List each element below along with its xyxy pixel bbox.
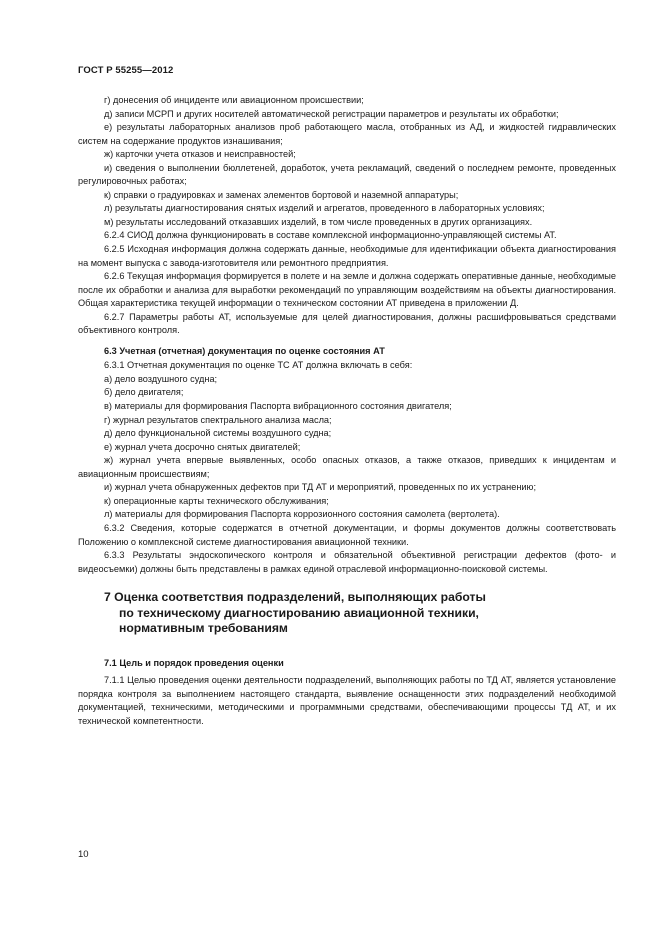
paragraph-7-1-1: 7.1.1 Целью проведения оценки деятельности подразделений, выполняющих работы по ТД АТ, является установление порядка контроля за выполнением настоящего стандарта, выявление оснащенности этих подразделений необходимой документацией, техническими, методическими и программными средствами, обеспечивающими процессы ТД АТ, и их технической компетентности.: [78, 675, 616, 726]
paragraph-6-2-7: 6.2.7 Параметры работы АТ, используемые для целей диагностирования, должны расшифровываться средствами объективного контроля.: [78, 311, 616, 336]
paragraph-6-2-5: 6.2.5 Исходная информация должна содержать данные, необходимые для идентификации объекта диагностирования на момент выпуска с завода-изготовителя или ремонтного предприятия.: [78, 244, 616, 268]
section-heading-7-line: по техническому диагностированию авиационной техники,: [119, 605, 479, 620]
list-item: ж) карточки учета отказов и неисправностей;: [104, 149, 296, 160]
list-item: м) результаты исследований отказавших изделий, в том числе проведенных в других организациях.: [104, 216, 533, 227]
section-heading-7-line: 7 Оценка соответствия подразделений, выполняющих работы: [104, 590, 486, 605]
document-header: ГОСТ Р 55255—2012: [78, 65, 174, 76]
page-number: 10: [78, 849, 89, 860]
documentation-list: [78, 373, 616, 522]
list-item: в) материалы для формирования Паспорта вибрационного состояния двигателя;: [104, 401, 452, 412]
list-item: к) справки о градуировках и заменах элементов бортовой и наземной аппаратуры;: [104, 189, 459, 200]
list-item: л) материалы для формирования Паспорта коррозионного состояния самолета (вертолета).: [104, 509, 500, 520]
list-item: ж) журнал учета впервые выявленных, особо опасных отказов, а также отказов, приведших к инцидентам и авиационным происшествиям;: [78, 455, 616, 479]
section-heading-7-line: нормативным требованиям: [119, 621, 288, 636]
section-heading-7: [104, 590, 616, 637]
list-item: и) журнал учета обнаруженных дефектов при ТД АТ и мероприятий, проведенных по их устранению;: [104, 482, 536, 493]
list-item: е) результаты лабораторных анализов проб работающего масла, отобранных из АД, и жидкостей гидравлических систем на содержание продуктов изнашивания;: [78, 122, 616, 146]
list-item: б) дело двигателя;: [104, 387, 184, 398]
paragraph-6-2-6: 6.2.6 Текущая информация формируется в полете и на земле и должна содержать оперативные данные, необходимые после их обработки и анализа для выработки рекомендаций по управляющим воздействиям на объекты диагностирования. Общая характеристика текущей информации о техническом состоянии АТ приведена в приложении Д.: [78, 271, 616, 309]
list-item: л) результаты диагностирования снятых изделий и агрегатов, проведенного в лабораторных условиях;: [104, 203, 545, 214]
list-item: и) сведения о выполнении бюллетеней, доработок, учета рекламаций, сведений о последнем ремонте, проведенных регулировочных работах;: [78, 162, 616, 187]
list-item: к) операционные карты технического обслуживания;: [104, 495, 329, 506]
list-item: г) донесения об инциденте или авиационном происшествии;: [104, 95, 364, 105]
paragraph-6-3-3: 6.3.3 Результаты эндоскопического контроля и обязательной объективной регистрации дефектов (фото- и видеосъемки) должны быть представлены в рамках единой отраслевой информационно-поисковой системы.: [78, 550, 616, 574]
document-body: [78, 94, 616, 728]
list-item: а) дело воздушного судна;: [104, 373, 218, 384]
list-item: г) журнал результатов спектрального анализа масла;: [104, 414, 332, 425]
section-heading-6-3: 6.3 Учетная (отчетная) документация по оценке состояния АТ: [104, 345, 385, 356]
paragraph-6-3-2: 6.3.2 Сведения, которые содержатся в отчетной документации, и формы документов должны соответствовать Положению о комплексной системе диагностирования авиационной техники.: [78, 522, 616, 547]
list-item: д) записи МСРП и других носителей автоматической регистрации параметров и результаты их обработки;: [104, 108, 559, 119]
paragraph-6-2-4: 6.2.4 СИОД должна функционировать в составе комплексной информационно-управляющей системы АТ.: [104, 230, 557, 241]
paragraph-6-3-1: 6.3.1 Отчетная документация по оценке ТС АТ должна включать в себя:: [104, 360, 413, 371]
list-item: е) журнал учета досрочно снятых двигателей;: [104, 441, 301, 452]
list-item: д) дело функциональной системы воздушного судна;: [104, 428, 332, 439]
section-heading-7-1: 7.1 Цель и порядок проведения оценки: [104, 657, 284, 668]
